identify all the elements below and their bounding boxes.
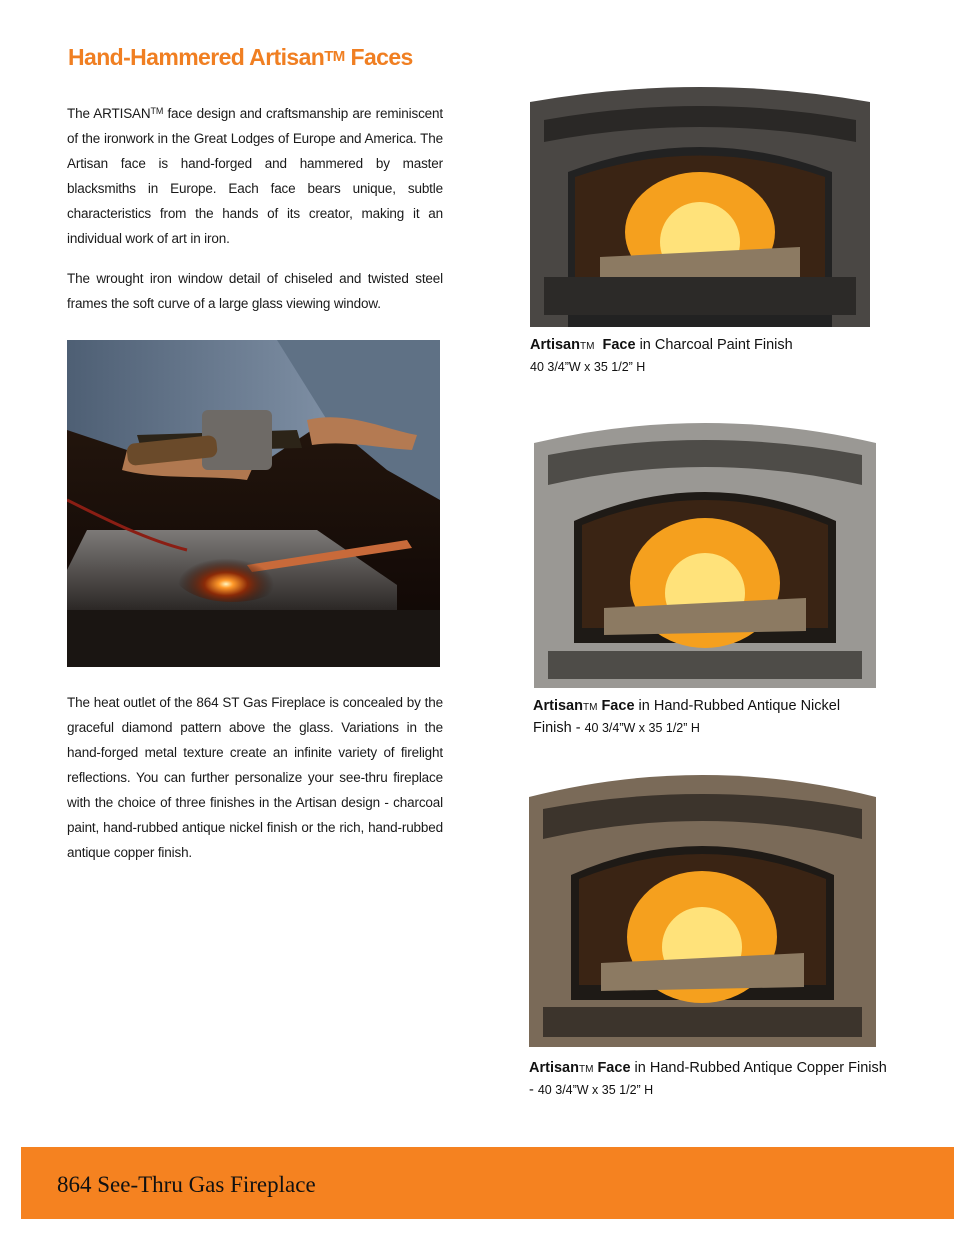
caption-finish: in Charcoal Paint Finish xyxy=(635,337,793,353)
title-end: Faces xyxy=(344,44,413,70)
intro-paragraph-2: The wrought iron window detail of chiseled and twisted steel frames the soft curve of a large glass viewing window. xyxy=(67,271,443,311)
fireplace-photo-nickel xyxy=(534,413,876,688)
footer-title: 864 See-Thru Gas Fireplace xyxy=(57,1172,316,1197)
title-trademark: TM xyxy=(324,48,345,65)
footer-banner xyxy=(21,1147,954,1219)
caption-trademark: TM xyxy=(579,341,595,352)
caption-brand: Artisan xyxy=(530,337,580,353)
blacksmith-photo xyxy=(67,340,440,667)
caption-trademark: TM xyxy=(578,1064,594,1075)
caption-brand: Artisan xyxy=(529,1060,579,1076)
intro-rest: face design and craftsmanship are reminiscent of the ironwork in the Great Lodges of Europe and America. The Artisan face is hand-forged and hammered by master blacksmiths in Europe. Each face bears unique, subtle characteristics from the hands of its creator, making it an individual work of art in iron. xyxy=(67,106,443,246)
caption-dimensions: 40 3/4”W x 35 1/2” H xyxy=(537,1083,654,1097)
caption-finish: in Hand-Rubbed Antique Nickel Finish - xyxy=(533,698,841,736)
caption-face: Face xyxy=(597,1060,631,1076)
caption-charcoal xyxy=(530,335,793,378)
intro-paragraph-1 xyxy=(67,99,443,251)
caption-trademark: TM xyxy=(582,702,598,713)
caption-nickel xyxy=(533,696,853,739)
title-main: Hand-Hammered Artisan xyxy=(68,44,325,70)
caption-dimensions: 40 3/4”W x 35 1/2” H xyxy=(584,721,700,735)
page-title xyxy=(68,44,413,71)
caption-copper xyxy=(529,1058,889,1101)
fireplace-photo-copper xyxy=(529,765,876,1047)
caption-finish: in Hand-Rubbed Antique Copper Finish - xyxy=(529,1060,887,1098)
body-paragraph: The heat outlet of the 864 ST Gas Fireplace is concealed by the graceful diamond pattern above the glass. Variations in the hand-forged metal texture create an infinite variety of firelight reflections. You can further personalize your see-thru fireplace with the choice of three finishes in the Artisan design - charcoal paint, hand-rubbed antique nickel finish or the rich, hand-rubbed antique copper finish. xyxy=(67,695,443,860)
intro-trademark: TM xyxy=(150,106,164,116)
intro-lead: The ARTISAN xyxy=(67,106,151,121)
caption-brand: Artisan xyxy=(533,698,583,714)
caption-face: Face xyxy=(601,698,635,714)
fireplace-photo-charcoal xyxy=(530,82,870,327)
caption-dimensions: 40 3/4”W x 35 1/2” H xyxy=(530,360,646,374)
caption-face: Face xyxy=(602,337,636,353)
